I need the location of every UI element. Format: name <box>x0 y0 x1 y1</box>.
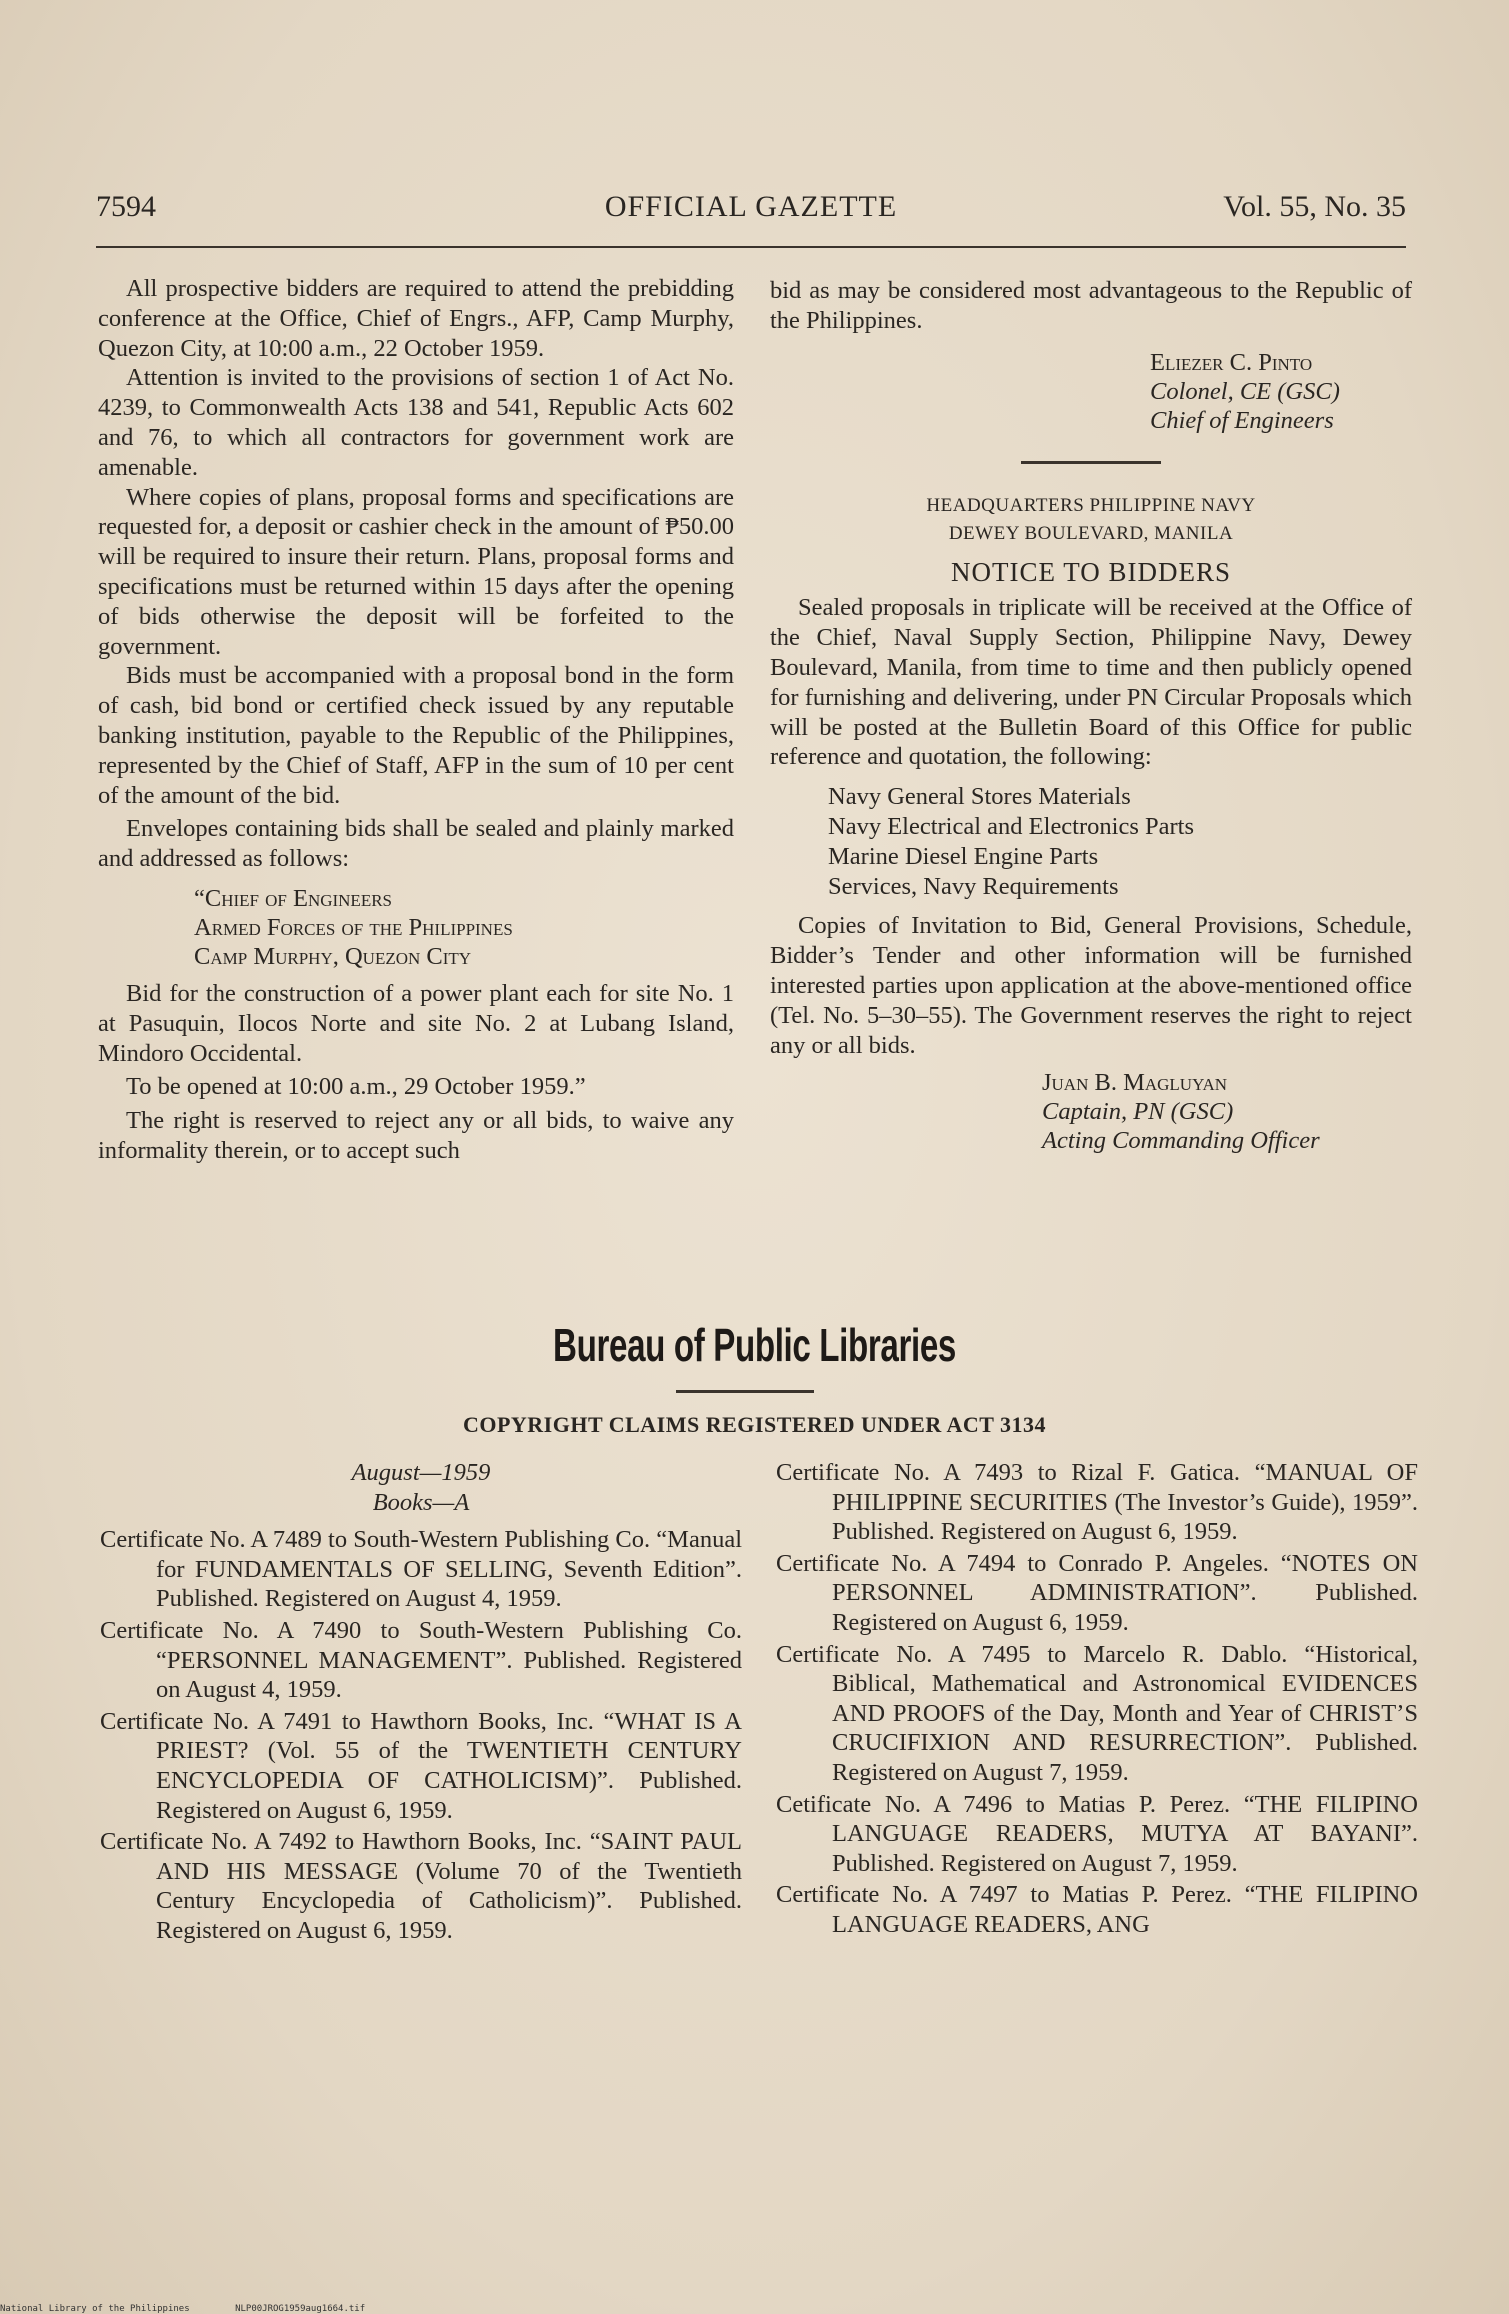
engineers-notice-column <box>98 274 734 1166</box>
header-rule <box>96 246 1406 248</box>
items-list <box>770 782 1412 901</box>
copyright-subtitle: COPYRIGHT CLAIMS REGISTERED UNDER ACT 3134 <box>462 1412 1047 1437</box>
volume-number: Vol. 55, No. 35 <box>1223 190 1406 223</box>
footer-file: NLP00JROG1959aug1664.tif <box>235 2304 366 2314</box>
section-divider <box>1021 461 1161 464</box>
footer-source: National Library of the Philippines <box>0 2304 190 2314</box>
list-item: Services, Navy Requirements <box>828 872 1119 900</box>
paragraph: Attention is invited to the provisions of section 1 of Act No. 4239, to Commonwealth Acts 138 and 541, Republic Acts 602 and 76, to which all contractors for government work are amenable. <box>98 364 734 481</box>
notice-heading: NOTICE TO BIDDERS <box>950 556 1231 587</box>
paragraph: The right is reserved to reject any or all bids, to waive any informality therein, or to accept such <box>98 1107 734 1164</box>
scan-footer <box>0 2304 405 2314</box>
address-line: Armed Forces of the Philippines <box>194 913 513 941</box>
hq-line: DEWEY BOULEVARD, MANILA <box>948 522 1234 544</box>
certificate-entry: Certificate No. A 7497 to Matias P. Perez. “THE FILIPINO LANGUAGE READERS, ANG <box>776 1881 1418 1938</box>
certificate-entry: Certificate No. A 7491 to Hawthorn Books, Inc. “WHAT IS A PRIEST? (Vol. 55 of the TWENTIETH CENTURY ENCYCLOPEDIA OF CATHOLICISM)”. Published. Registered on August 6, 1959. <box>100 1707 742 1824</box>
bureau-rule <box>676 1390 814 1393</box>
listing-date: August—1959 <box>351 1459 491 1486</box>
list-item: Navy Electrical and Electronics Parts <box>828 812 1194 840</box>
signatory-rank: Captain, PN (GSC) <box>1042 1098 1234 1126</box>
paragraph: Bids must be accompanied with a proposal bond in the form of cash, bid bond or certified check issued by any reputable banking institution, payable to the Republic of the Philippines, represented by the Chief of Staff, AFP in the sum of 10 per cent of the amount of the bid. <box>98 662 734 809</box>
paragraph: bid as may be considered most advantageous to the Republic of the Philippines. <box>770 277 1412 334</box>
hq-line: HEADQUARTERS PHILIPPINE NAVY <box>926 494 1256 516</box>
navy-notice-column <box>770 276 1412 1155</box>
paragraph: Bid for the construction of a power plant each for site No. 1 at Pasuquin, Ilocos Norte and site No. 2 at Lubang Island, Mindoro Occidental. <box>98 979 734 1067</box>
paragraph: Copies of Invitation to Bid, General Provisions, Schedule, Bidder’s Tender and other information will be furnished interested parties upon application at the above-mentioned office (Tel. No. 5–30–55). The Government reserves the right to reject any or all bids. <box>770 912 1412 1059</box>
certificate-entry: Certificate No. A 7489 to South-Western Publishing Co. “Manual for FUNDAMENTALS OF SELLING, Seventh Edition”. Published. Registered on August 4, 1959. <box>100 1526 742 1613</box>
copyright-right-column <box>776 1458 1418 1942</box>
address-line: “Chief of Engineers <box>194 884 392 912</box>
certificate-entry: Certificate No. A 7495 to Marcelo R. Dablo. “Historical, Biblical, Mathematical and Astronomical EVIDENCES AND PROOFS of the Day, Month and Year of CHRIST’S CRUCIFIXION AND RESURRECTION”. Published. Registered on August 7, 1959. <box>776 1640 1418 1786</box>
certificate-entry: Cetificate No. A 7496 to Matias P. Perez. “THE FILIPINO LANGUAGE READERS, MUTYA AT BAYANI”. Published. Registered on August 7, 1959. <box>776 1790 1418 1877</box>
certificate-entry: Certificate No. A 7492 to Hawthorn Books, Inc. “SAINT PAUL AND HIS MESSAGE (Volume 70 of the Twentieth Century Encyclopedia of Catholicism)”. Published. Registered on August 6, 1959. <box>100 1828 742 1944</box>
paragraph: To be opened at 10:00 a.m., 29 October 1959.” <box>126 1073 586 1101</box>
bureau-title: Bureau of Public Libraries <box>553 1319 956 1371</box>
paragraph: All prospective bidders are required to attend the prebidding conference at the Office, Chief of Engrs., AFP, Camp Murphy, Quezon City, at 10:00 a.m., 22 October 1959. <box>98 275 734 362</box>
certificate-entry: Certificate No. A 7494 to Conrado P. Angeles. “NOTES ON PERSONNEL ADMINISTRATION”. Published. Registered on August 6, 1959. <box>776 1549 1418 1636</box>
list-item: Marine Diesel Engine Parts <box>828 842 1099 870</box>
certificate-entry: Certificate No. A 7493 to Rizal F. Gatica. “MANUAL OF PHILIPPINE SECURITIES (The Investor’s Guide), 1959”. Published. Registered on August 6, 1959. <box>776 1459 1418 1546</box>
signatory-title: Acting Commanding Officer <box>1042 1127 1320 1155</box>
listing-section: Books—A <box>372 1488 470 1516</box>
address-line: Camp Murphy, Quezon City <box>194 942 472 970</box>
list-item: Navy General Stores Materials <box>828 783 1131 811</box>
signatory-rank: Colonel, CE (GSC) <box>1150 377 1340 405</box>
signatory-title: Chief of Engineers <box>1150 406 1334 434</box>
signatory-name: Juan B. Magluyan <box>1042 1069 1228 1097</box>
paragraph: Envelopes containing bids shall be sealed and plainly marked and addressed as follows: <box>98 815 734 873</box>
page-header <box>96 190 1406 234</box>
certificate-entry: Certificate No. A 7490 to South-Western Publishing Co. “PERSONNEL MANAGEMENT”. Published. Registered on August 4, 1959. <box>100 1616 742 1704</box>
publication-title: OFFICIAL GAZETTE <box>604 190 898 223</box>
paragraph: Where copies of plans, proposal forms and specifications are requested for, a deposit or cashier check in the amount of ₱50.00 will be required to insure their return. Plans, proposal forms and specifications must be returned within 15 days after the opening of bids otherwise the deposit will be forfeited to the government. <box>98 483 734 660</box>
copyright-left-column <box>100 1458 742 1948</box>
signature-block <box>770 1068 1412 1155</box>
signatory-name: Eliezer C. Pinto <box>1150 348 1313 376</box>
signature-block <box>770 348 1412 435</box>
paragraph: Sealed proposals in triplicate will be received at the Office of the Chief, Naval Supply Section, Philippine Navy, Dewey Boulevard, Manila, from time to time and then publicly opened for furnishing and delivering, under PN Circular Proposals which will be posted at the Bulletin Board of this Office for public reference and quotation, the following: <box>770 594 1412 771</box>
page-number: 7594 <box>96 190 156 223</box>
bid-address <box>98 884 734 971</box>
